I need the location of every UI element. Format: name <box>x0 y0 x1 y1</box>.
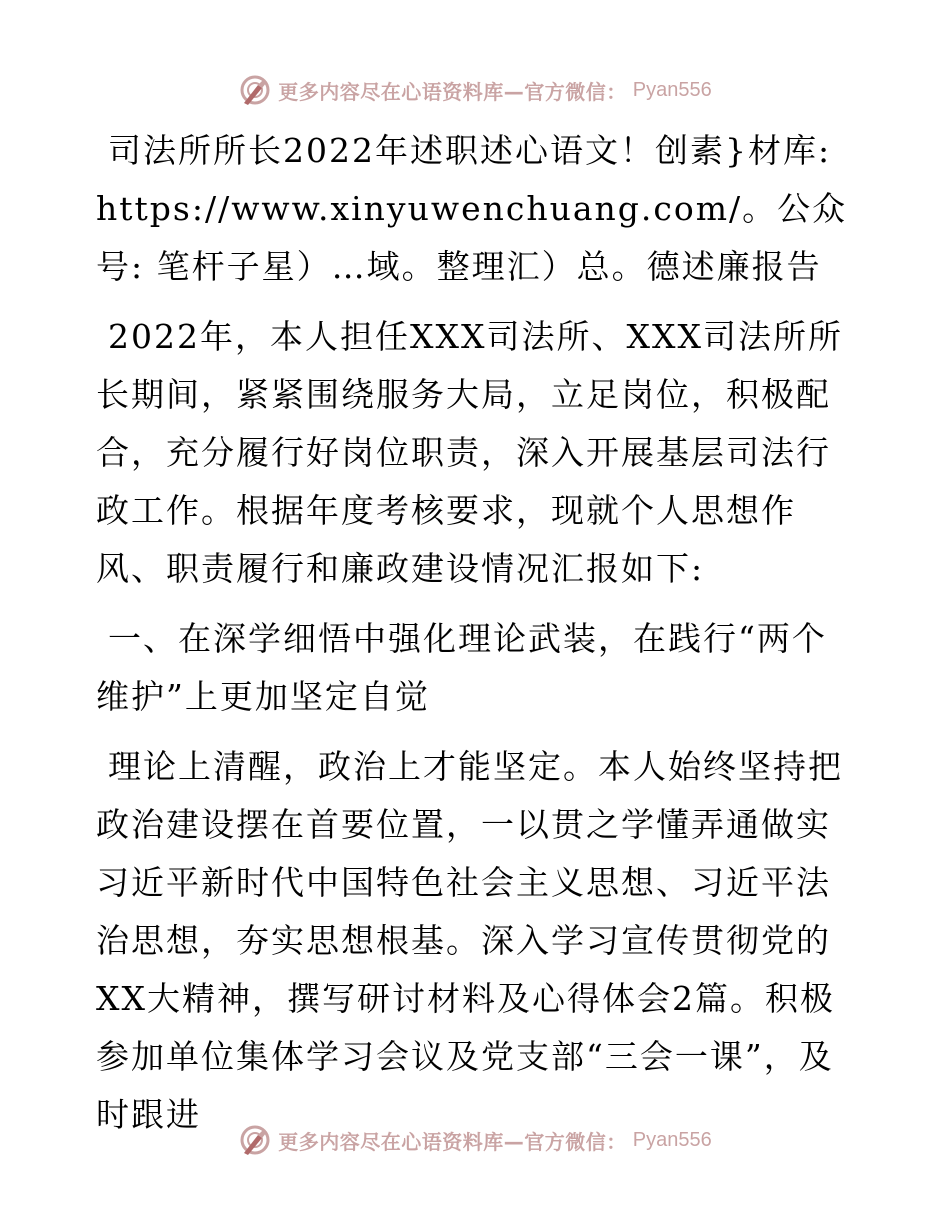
document-body <box>96 122 856 1156</box>
section-heading-1 <box>96 610 856 726</box>
watermark-banner-bottom <box>0 1120 950 1160</box>
watermark-text: 更多内容尽在心语资料库—官方微信： <box>278 79 627 104</box>
watermark-group <box>238 1123 711 1157</box>
pen-circle-logo-icon <box>238 73 272 107</box>
paragraph-text: 理论上清醒，政治上才能坚定。本人始终坚持把政治建设摆在首要位置，一以贯之学懂弄通做实习近平新时代中国特色社会主义思想、习近平法治思想，夯实思想根基。深入学习宣传贯彻党的XX大精神，撰写研讨材料及心得体会2篇。积极参加单位集体学习会议及党支部“三会一课”，及时跟进 <box>96 747 843 1134</box>
paragraph-text: 司法所所长2022年述职述心语文！创素}材库: https://www.xinyuwenchuang.com/。公众号: 笔杆子星）…域。整理汇）总。德述廉报告 <box>96 131 848 286</box>
document-title-paragraph <box>96 122 856 296</box>
watermark-account: Pyan556 <box>632 1128 712 1151</box>
watermark-banner-top <box>0 70 950 110</box>
pen-circle-logo-icon <box>238 1123 272 1157</box>
paragraph-text: 2022年，本人担任XXX司法所、XXX司法所所长期间，紧紧围绕服务大局，立足岗位，积极配合，充分履行好岗位职责，深入开展基层司法行政工作。根据年度考核要求，现就个人思想作风、职责履行和廉政建设情况汇报如下: <box>96 317 843 588</box>
watermark-account: Pyan556 <box>632 78 712 101</box>
watermark-group <box>238 73 711 107</box>
section-1-paragraph <box>96 738 856 1144</box>
watermark-text: 更多内容尽在心语资料库—官方微信： <box>278 1129 627 1154</box>
intro-paragraph <box>96 308 856 598</box>
paragraph-text: 一、在深学细悟中强化理论武装，在践行“两个维护”上更加坚定自觉 <box>96 619 827 716</box>
